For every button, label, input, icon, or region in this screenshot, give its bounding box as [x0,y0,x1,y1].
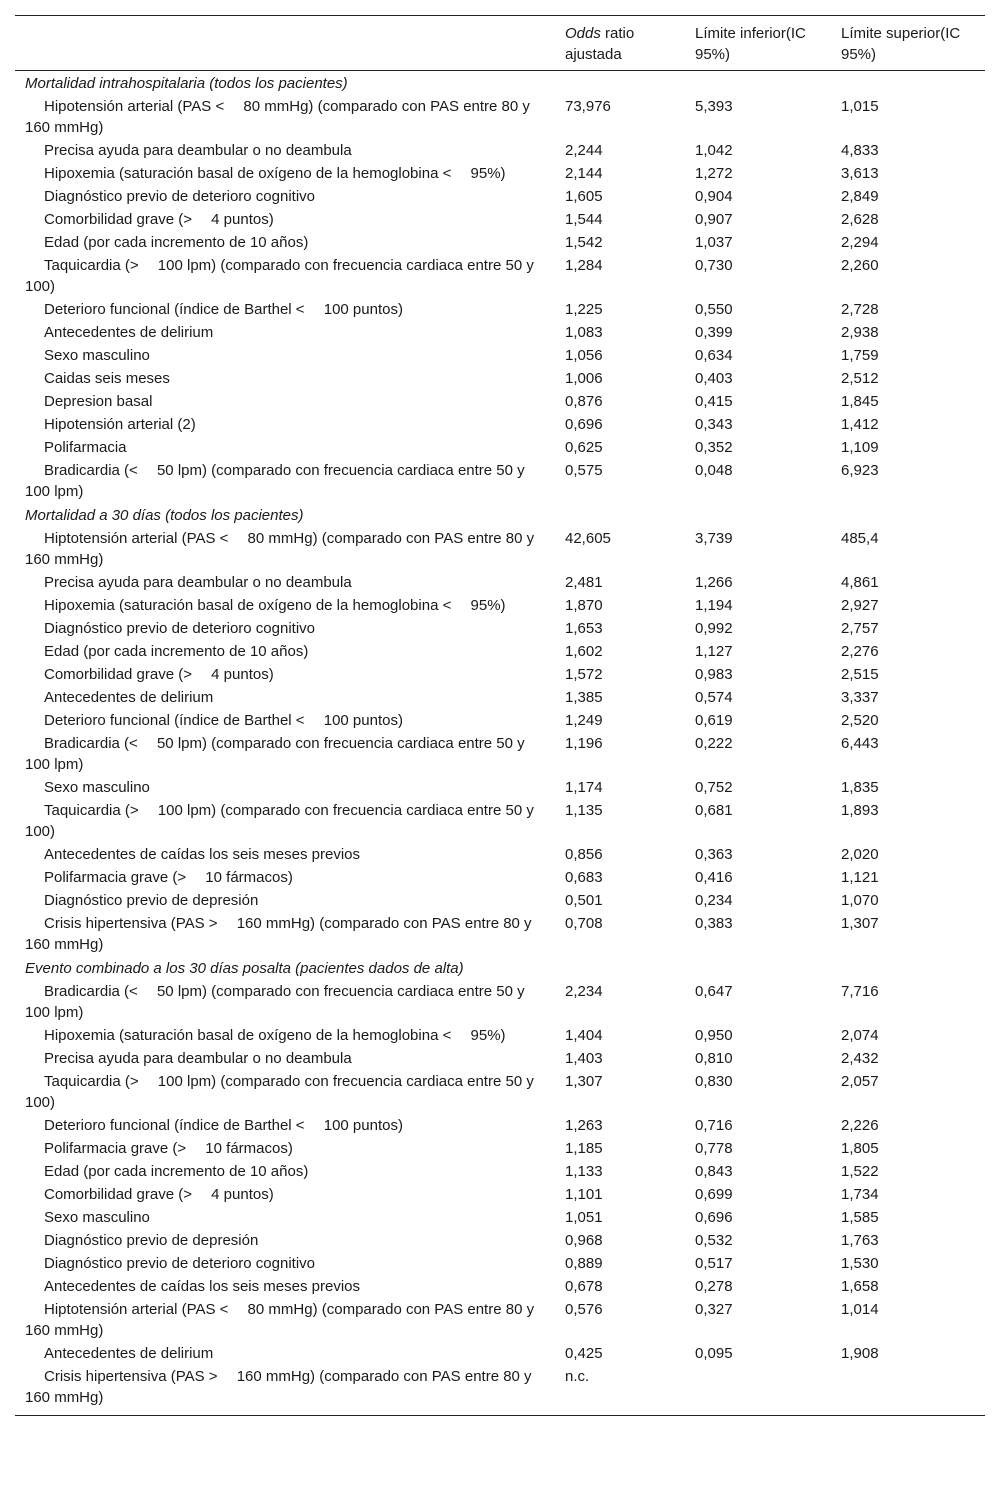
table-row [15,1298,985,1342]
table-row [15,1206,985,1229]
row-lower-limit: 1,194 [695,597,733,614]
row-odds-ratio: 1,133 [565,1163,603,1180]
table-row [15,321,985,344]
row-label: Hipotensión arterial (2) [44,416,196,433]
table-row [15,686,985,709]
row-variable [15,390,555,413]
row-odds-ratio: 1,385 [565,689,603,706]
row-lower-limit: 0,647 [695,983,733,1000]
row-variable [15,889,555,912]
row-odds-ratio: 0,683 [565,869,603,886]
row-lower-limit: 0,399 [695,324,733,341]
row-variable [15,571,555,594]
row-odds-ratio: 73,976 [565,98,611,115]
row-odds-ratio: 0,576 [565,1301,603,1318]
row-lower-limit: 0,278 [695,1278,733,1295]
row-variable [15,843,555,866]
header-odds-ratio-rest: ratio ajustada [565,25,635,63]
row-odds-ratio: 42,605 [565,530,611,547]
table-row [15,1342,985,1365]
row-label: Antecedentes de caídas los seis meses previos [44,1278,361,1295]
row-variable [15,1070,555,1114]
row-upper-limit: 2,432 [841,1050,879,1067]
table-row [15,95,985,139]
row-upper-limit: 2,057 [841,1073,879,1090]
row-label: Taquicardia (> 100 lpm) (comparado con frecuencia cardiaca entre 50 y 100) [25,257,534,295]
row-odds-ratio: 0,856 [565,846,603,863]
row-odds-ratio: 1,056 [565,347,603,364]
row-lower-limit: 1,272 [695,165,733,182]
table-row [15,912,985,956]
row-odds-ratio: 0,501 [565,892,603,909]
row-upper-limit: 2,728 [841,301,879,318]
row-odds-ratio: 0,575 [565,462,603,479]
row-odds-ratio: 0,876 [565,393,603,410]
row-odds-ratio: 1,870 [565,597,603,614]
header-variable [15,16,555,71]
row-lower-limit: 0,907 [695,211,733,228]
row-upper-limit: 4,861 [841,574,879,591]
row-odds-ratio: 2,244 [565,142,603,159]
row-label: Polifarmacia [44,439,127,456]
row-label: Precisa ayuda para deambular o no deambula [44,1050,352,1067]
row-lower-limit: 1,127 [695,643,733,660]
row-odds-ratio: 1,249 [565,712,603,729]
row-variable [15,139,555,162]
table-row [15,254,985,298]
row-label: Antecedentes de delirium [44,1345,214,1362]
section-title: Evento combinado a los 30 días posalta (pacientes dados de alta) [25,960,464,977]
row-upper-limit: 2,512 [841,370,879,387]
row-upper-limit: 6,923 [841,462,879,479]
row-label: Edad (por cada incremento de 10 años) [44,234,309,251]
table-row [15,1137,985,1160]
table-row [15,617,985,640]
table-row [15,527,985,571]
row-odds-ratio: 1,653 [565,620,603,637]
table-row [15,732,985,776]
row-upper-limit: 2,294 [841,234,879,251]
row-lower-limit: 0,983 [695,666,733,683]
row-lower-limit: 0,730 [695,257,733,274]
table-row [15,866,985,889]
row-lower-limit: 0,904 [695,188,733,205]
row-label: Bradicardia (< 50 lpm) (comparado con frecuencia cardiaca entre 50 y 100 lpm) [25,735,525,773]
row-upper-limit: 2,276 [841,643,879,660]
table-header [15,16,985,71]
table-row [15,139,985,162]
row-variable [15,413,555,436]
row-lower-limit: 0,415 [695,393,733,410]
row-upper-limit: 1,734 [841,1186,879,1203]
row-label: Polifarmacia grave (> 10 fármacos) [44,1140,293,1157]
table-row [15,640,985,663]
header-odds-ratio [555,16,685,71]
row-variable [15,732,555,776]
row-upper-limit: 2,226 [841,1117,879,1134]
row-lower-limit: 0,699 [695,1186,733,1203]
row-label: Hipoxemia (saturación basal de oxígeno de la hemoglobina < 95%) [44,1027,506,1044]
row-lower-limit [685,1365,831,1416]
row-label: Bradicardia (< 50 lpm) (comparado con frecuencia cardiaca entre 50 y 100 lpm) [25,462,525,500]
row-upper-limit: 1,070 [841,892,879,909]
table-row [15,843,985,866]
row-lower-limit: 0,095 [695,1345,733,1362]
row-lower-limit: 0,343 [695,416,733,433]
section-row [15,71,985,96]
row-odds-ratio: 1,542 [565,234,603,251]
row-lower-limit: 0,574 [695,689,733,706]
row-upper-limit: 485,4 [841,530,879,547]
table-row [15,776,985,799]
row-lower-limit: 0,778 [695,1140,733,1157]
row-odds-ratio: 1,263 [565,1117,603,1134]
row-odds-ratio: 0,678 [565,1278,603,1295]
row-upper-limit: 1,763 [841,1232,879,1249]
row-lower-limit: 0,843 [695,1163,733,1180]
table-row [15,185,985,208]
row-odds-ratio: n.c. [565,1368,590,1385]
row-label: Hipoxemia (saturación basal de oxígeno de la hemoglobina < 95%) [44,165,506,182]
row-variable [15,617,555,640]
row-odds-ratio: 1,544 [565,211,603,228]
row-variable [15,208,555,231]
row-variable [15,231,555,254]
row-upper-limit: 2,938 [841,324,879,341]
row-variable [15,776,555,799]
row-odds-ratio: 0,425 [565,1345,603,1362]
table-row [15,298,985,321]
table-row [15,459,985,503]
row-label: Antecedentes de delirium [44,324,214,341]
row-lower-limit: 1,037 [695,234,733,251]
row-lower-limit: 0,383 [695,915,733,932]
row-upper-limit: 1,759 [841,347,879,364]
row-lower-limit: 0,416 [695,869,733,886]
row-upper-limit: 1,014 [841,1301,879,1318]
row-upper-limit: 1,412 [841,416,879,433]
row-label: Diagnóstico previo de deterioro cognitivo [44,620,315,637]
row-lower-limit: 0,048 [695,462,733,479]
row-label: Hiptotensión arterial (PAS < 80 mmHg) (comparado con PAS entre 80 y 160 mmHg) [25,530,535,568]
table-row [15,594,985,617]
row-label: Sexo masculino [44,779,150,796]
row-lower-limit: 1,266 [695,574,733,591]
row-variable [15,594,555,617]
row-odds-ratio: 1,006 [565,370,603,387]
row-upper-limit: 3,613 [841,165,879,182]
row-variable [15,1298,555,1342]
header-odds-ratio-italic: Odds [565,25,601,42]
row-label: Taquicardia (> 100 lpm) (comparado con frecuencia cardiaca entre 50 y 100) [25,1073,534,1111]
row-label: Hipotensión arterial (PAS < 80 mmHg) (comparado con PAS entre 80 y 160 mmHg) [25,98,530,136]
row-variable [15,1137,555,1160]
row-variable [15,709,555,732]
row-variable [15,980,555,1024]
section-row [15,503,985,527]
row-label: Comorbilidad grave (> 4 puntos) [44,666,274,683]
row-upper-limit: 2,020 [841,846,879,863]
row-variable [15,344,555,367]
row-odds-ratio: 1,572 [565,666,603,683]
row-variable [15,866,555,889]
row-upper-limit: 1,893 [841,802,879,819]
row-lower-limit: 0,716 [695,1117,733,1134]
table-row [15,889,985,912]
row-variable [15,367,555,390]
header-row [15,16,985,71]
row-odds-ratio: 1,225 [565,301,603,318]
row-variable [15,686,555,709]
row-upper-limit: 1,522 [841,1163,879,1180]
row-upper-limit: 1,121 [841,869,879,886]
row-label: Diagnóstico previo de depresión [44,892,259,909]
table-row [15,1070,985,1114]
row-label: Precisa ayuda para deambular o no deambula [44,142,352,159]
row-label: Sexo masculino [44,1209,150,1226]
row-odds-ratio: 1,605 [565,188,603,205]
row-odds-ratio: 1,307 [565,1073,603,1090]
table-row [15,1160,985,1183]
row-lower-limit: 0,363 [695,846,733,863]
row-label: Edad (por cada incremento de 10 años) [44,1163,309,1180]
header-lower-limit: Límite inferior(IC 95%) [685,16,831,71]
row-upper-limit: 1,835 [841,779,879,796]
table-row [15,344,985,367]
table-row [15,390,985,413]
row-lower-limit: 3,739 [695,530,733,547]
table-row [15,1024,985,1047]
row-odds-ratio: 0,708 [565,915,603,932]
row-odds-ratio: 2,144 [565,165,603,182]
row-lower-limit: 0,681 [695,802,733,819]
row-variable [15,436,555,459]
row-upper-limit [831,1365,985,1416]
row-variable [15,1252,555,1275]
row-odds-ratio: 1,403 [565,1050,603,1067]
row-upper-limit: 1,908 [841,1345,879,1362]
row-variable [15,527,555,571]
row-lower-limit: 0,634 [695,347,733,364]
row-odds-ratio: 1,101 [565,1186,603,1203]
row-lower-limit: 0,992 [695,620,733,637]
row-upper-limit: 4,833 [841,142,879,159]
table-body [15,71,985,1416]
results-table [15,15,985,1416]
row-label: Edad (por cada incremento de 10 años) [44,643,309,660]
row-upper-limit: 2,849 [841,188,879,205]
table-row [15,663,985,686]
row-variable [15,1183,555,1206]
row-upper-limit: 3,337 [841,689,879,706]
row-label: Diagnóstico previo de depresión [44,1232,259,1249]
row-variable [15,1114,555,1137]
row-lower-limit: 1,042 [695,142,733,159]
row-upper-limit: 1,307 [841,915,879,932]
row-label: Antecedentes de caídas los seis meses previos [44,846,361,863]
row-label: Deterioro funcional (índice de Barthel < 100 puntos) [44,1117,403,1134]
row-label: Deterioro funcional (índice de Barthel < 100 puntos) [44,301,403,318]
row-upper-limit: 1,845 [841,393,879,410]
row-variable [15,640,555,663]
row-odds-ratio: 1,135 [565,802,603,819]
row-odds-ratio: 0,696 [565,416,603,433]
table-row [15,709,985,732]
row-upper-limit: 1,015 [841,98,879,115]
table-row [15,413,985,436]
row-odds-ratio: 0,889 [565,1255,603,1272]
row-variable [15,1024,555,1047]
row-variable [15,1206,555,1229]
row-upper-limit: 1,530 [841,1255,879,1272]
row-odds-ratio: 1,602 [565,643,603,660]
row-odds-ratio: 1,196 [565,735,603,752]
row-label: Precisa ayuda para deambular o no deambula [44,574,352,591]
header-upper-limit: Límite superior(IC 95%) [831,16,985,71]
row-label: Deterioro funcional (índice de Barthel < 100 puntos) [44,712,403,729]
table-row [15,1047,985,1070]
row-label: Comorbilidad grave (> 4 puntos) [44,211,274,228]
row-lower-limit: 0,619 [695,712,733,729]
row-lower-limit: 0,234 [695,892,733,909]
row-odds-ratio: 1,174 [565,779,603,796]
section-title: Mortalidad a 30 días (todos los pacientes) [25,507,304,524]
row-odds-ratio: 1,051 [565,1209,603,1226]
row-variable [15,912,555,956]
row-variable [15,1160,555,1183]
row-variable [15,1275,555,1298]
row-odds-ratio: 1,185 [565,1140,603,1157]
row-upper-limit: 1,805 [841,1140,879,1157]
table-row [15,231,985,254]
row-variable [15,321,555,344]
row-lower-limit: 0,403 [695,370,733,387]
table-row [15,1229,985,1252]
row-variable [15,459,555,503]
row-upper-limit: 2,628 [841,211,879,228]
table-row [15,799,985,843]
table-row [15,367,985,390]
table-row [15,162,985,185]
row-label: Bradicardia (< 50 lpm) (comparado con frecuencia cardiaca entre 50 y 100 lpm) [25,983,525,1021]
table-row [15,1365,985,1416]
row-upper-limit: 2,515 [841,666,879,683]
table-row [15,1252,985,1275]
row-label: Sexo masculino [44,347,150,364]
section-row [15,956,985,980]
row-upper-limit: 1,658 [841,1278,879,1295]
row-label: Polifarmacia grave (> 10 fármacos) [44,869,293,886]
row-variable [15,185,555,208]
row-label: Depresion basal [44,393,153,410]
row-variable [15,1342,555,1365]
row-lower-limit: 0,830 [695,1073,733,1090]
row-upper-limit: 2,520 [841,712,879,729]
row-odds-ratio: 1,083 [565,324,603,341]
row-variable [15,1365,555,1416]
row-lower-limit: 0,222 [695,735,733,752]
row-upper-limit: 7,716 [841,983,879,1000]
row-label: Diagnóstico previo de deterioro cognitivo [44,188,315,205]
row-upper-limit: 1,585 [841,1209,879,1226]
row-lower-limit: 0,327 [695,1301,733,1318]
row-variable [15,1047,555,1070]
row-label: Crisis hipertensiva (PAS > 160 mmHg) (comparado con PAS entre 80 y 160 mmHg) [25,915,532,953]
row-lower-limit: 0,550 [695,301,733,318]
table-row [15,436,985,459]
row-odds-ratio: 0,968 [565,1232,603,1249]
row-odds-ratio: 0,625 [565,439,603,456]
row-odds-ratio: 1,404 [565,1027,603,1044]
row-label: Crisis hipertensiva (PAS > 160 mmHg) (comparado con PAS entre 80 y 160 mmHg) [25,1368,532,1406]
table-row [15,980,985,1024]
row-label: Antecedentes de delirium [44,689,214,706]
row-upper-limit: 6,443 [841,735,879,752]
table-row [15,208,985,231]
row-odds-ratio: 1,284 [565,257,603,274]
row-variable [15,799,555,843]
row-lower-limit: 0,752 [695,779,733,796]
row-label: Taquicardia (> 100 lpm) (comparado con frecuencia cardiaca entre 50 y 100) [25,802,534,840]
row-upper-limit: 2,927 [841,597,879,614]
table-row [15,1114,985,1137]
section-title: Mortalidad intrahospitalaria (todos los pacientes) [25,75,348,92]
row-upper-limit: 1,109 [841,439,879,456]
table-row [15,571,985,594]
row-upper-limit: 2,260 [841,257,879,274]
row-label: Caidas seis meses [44,370,170,387]
row-lower-limit: 5,393 [695,98,733,115]
row-label: Hipoxemia (saturación basal de oxígeno de la hemoglobina < 95%) [44,597,506,614]
row-label: Diagnóstico previo de deterioro cognitivo [44,1255,315,1272]
row-variable [15,162,555,185]
row-odds-ratio: 2,234 [565,983,603,1000]
table-row [15,1183,985,1206]
row-lower-limit: 0,696 [695,1209,733,1226]
row-upper-limit: 2,074 [841,1027,879,1044]
table-row [15,1275,985,1298]
row-odds-ratio: 2,481 [565,574,603,591]
row-lower-limit: 0,810 [695,1050,733,1067]
row-lower-limit: 0,950 [695,1027,733,1044]
row-variable [15,95,555,139]
row-lower-limit: 0,532 [695,1232,733,1249]
row-variable [15,254,555,298]
row-label: Hiptotensión arterial (PAS < 80 mmHg) (comparado con PAS entre 80 y 160 mmHg) [25,1301,535,1339]
row-label: Comorbilidad grave (> 4 puntos) [44,1186,274,1203]
row-lower-limit: 0,352 [695,439,733,456]
row-variable [15,663,555,686]
row-variable [15,1229,555,1252]
row-upper-limit: 2,757 [841,620,879,637]
row-variable [15,298,555,321]
row-lower-limit: 0,517 [695,1255,733,1272]
